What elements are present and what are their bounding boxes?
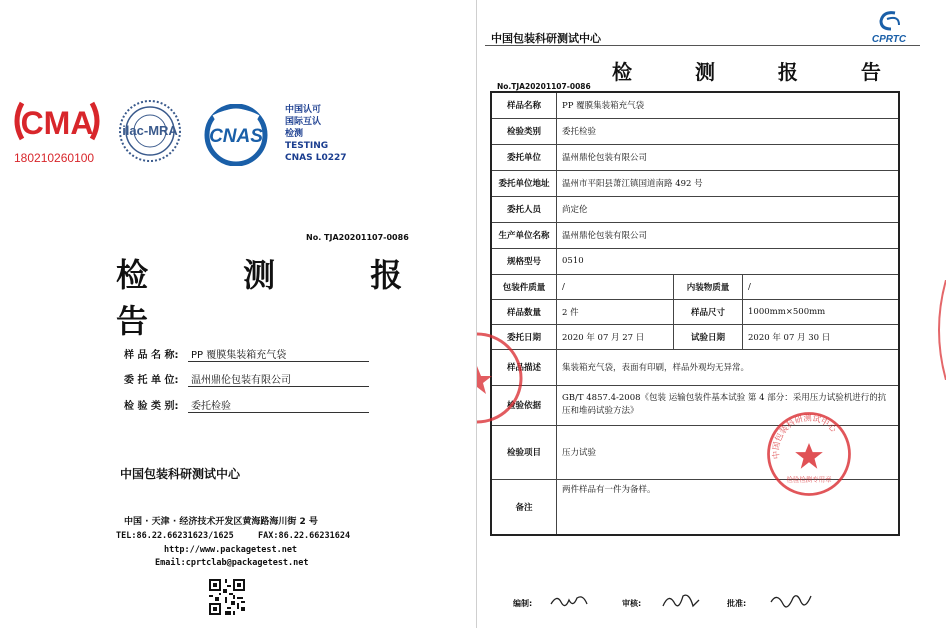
row-label: 备注: [491, 479, 557, 535]
row-label: 检验类别: [491, 118, 557, 144]
field-label: 检 验 类 别:: [124, 401, 179, 412]
signature-prepared-icon: [547, 588, 595, 614]
seal-subtext: 检验检测专用章: [786, 475, 832, 484]
approved-by-label: 批准:: [727, 599, 747, 608]
row-value: 温州鼎伦包装有限公司: [557, 144, 900, 170]
report-number: No.TJA20201107-0086: [497, 82, 591, 91]
row-value: PP 覆膜集装箱充气袋: [557, 92, 900, 118]
table-row: [491, 170, 899, 196]
ilac-mra-logo: [110, 97, 190, 169]
row-value: 温州市平阳县萧江镇国道南路 492 号: [557, 170, 900, 196]
report-detail-page: [477, 0, 950, 628]
row-value: 两件样品有一件为备样。: [557, 479, 900, 535]
signature-approved-icon: [767, 588, 815, 614]
row-value: /: [743, 274, 900, 299]
ilac-mra-text: ilac-MRA: [122, 123, 178, 138]
page-header-center-name: 中国包装科研测试中心: [491, 32, 601, 45]
cma-logo: [14, 97, 104, 165]
row-value: 2 件: [557, 299, 674, 324]
field-value: 委托检验: [191, 401, 231, 412]
row-value: 压力试验: [557, 425, 900, 479]
row-label: 试验日期: [674, 324, 743, 349]
cnas-line: 国际互认: [285, 117, 322, 127]
cover-client-field: [124, 369, 369, 387]
table-row: [491, 196, 899, 222]
table-row: [491, 92, 899, 118]
row-value: 2020 年 07 月 30 日: [743, 324, 900, 349]
edge-seal-fragment-icon: [932, 280, 946, 380]
signature-reviewed-icon: [657, 588, 705, 614]
row-label: 规格型号: [491, 248, 557, 274]
seal-stamp-icon: [763, 408, 855, 500]
cnas-line: 检测: [285, 129, 304, 139]
table-row: [491, 248, 899, 274]
row-label: 委托单位地址: [491, 170, 557, 196]
cma-mark-icon: [14, 97, 100, 145]
header-divider: [485, 45, 920, 46]
cma-mark-text: CMA: [20, 105, 94, 141]
row-label: 生产单位名称: [491, 222, 557, 248]
cover-title: 检 测 报 告: [116, 256, 445, 340]
row-label: 委托日期: [491, 324, 557, 349]
cover-inspection-type-field: [124, 395, 369, 413]
row-label: 检验项目: [491, 425, 557, 479]
field-label: 样 品 名 称:: [124, 350, 179, 361]
row-value: 委托检验: [557, 118, 900, 144]
qr-code-icon: [207, 577, 247, 617]
cover-address: 中国 · 天津 · 经济技术开发区黄海路海川街 2 号: [124, 517, 318, 527]
row-value: 温州鼎伦包装有限公司: [557, 222, 900, 248]
row-label: 包装件质量: [491, 274, 557, 299]
table-row: [491, 324, 899, 349]
row-value: /: [557, 274, 674, 299]
cover-report-number: No. TJA20201107-0086: [306, 233, 409, 242]
row-value: GB/T 4857.4-2008《包装 运输包装件基本试验 第 4 部分：采用压力试验机进行的抗压和堆码试验方法》: [557, 385, 900, 425]
row-value: 1000mm×500mm: [743, 299, 900, 324]
row-label: 内装物质量: [674, 274, 743, 299]
table-row: [491, 274, 899, 299]
row-value: 尚定伦: [557, 196, 900, 222]
row-label: 样品描述: [491, 349, 557, 385]
cnas-mark-text: CNAS: [209, 126, 263, 147]
cover-sample-name-field: [124, 344, 369, 362]
row-value: 集装箱充气袋，表面有印刷，样品外观均无异常。: [557, 349, 900, 385]
table-row: [491, 299, 899, 324]
seal-stamp-icon: [477, 328, 527, 428]
field-value: PP 覆膜集装箱充气袋: [191, 350, 287, 361]
cover-fax: FAX:86.22.66231624: [258, 531, 351, 541]
cover-tel: TEL:86.22.66231623/1625: [116, 531, 234, 541]
table-row: [491, 349, 899, 385]
cover-email: Email:cprtclab@packagetest.net: [155, 558, 309, 568]
table-row: [491, 118, 899, 144]
cprtc-logo-text: CPRTC: [871, 34, 907, 45]
field-label: 委 托 单 位:: [124, 375, 179, 386]
table-row: [491, 144, 899, 170]
row-label: 样品名称: [491, 92, 557, 118]
cma-number: 180210260100: [14, 151, 95, 165]
table-row: [491, 222, 899, 248]
row-value: 0510: [557, 248, 900, 274]
field-value: 温州鼎伦包装有限公司: [191, 375, 291, 386]
reviewed-by-label: 审核:: [622, 599, 642, 608]
row-label: 检验依据: [491, 385, 557, 425]
cnas-line: CNAS L0227: [285, 153, 347, 163]
cover-center-name: 中国包装科研测试中心: [120, 467, 241, 481]
cnas-line: 中国认可: [285, 105, 322, 115]
row-label: 委托人员: [491, 196, 557, 222]
prepared-by-label: 编制:: [513, 599, 533, 608]
seal-text: 中国包装科研测试中心: [770, 412, 839, 460]
row-label: 委托单位: [491, 144, 557, 170]
row-label: 样品尺寸: [674, 299, 743, 324]
cprtc-logo: [861, 7, 917, 45]
page-title: 检 测 报 告: [612, 60, 909, 84]
cover-website: http://www.packagetest.net: [164, 545, 298, 555]
cnas-accreditation-text: [285, 104, 347, 164]
row-label: 样品数量: [491, 299, 557, 324]
cnas-logo: [196, 104, 276, 166]
row-value: 2020 年 07 月 27 日: [557, 324, 674, 349]
cnas-line: TESTING: [285, 141, 329, 151]
